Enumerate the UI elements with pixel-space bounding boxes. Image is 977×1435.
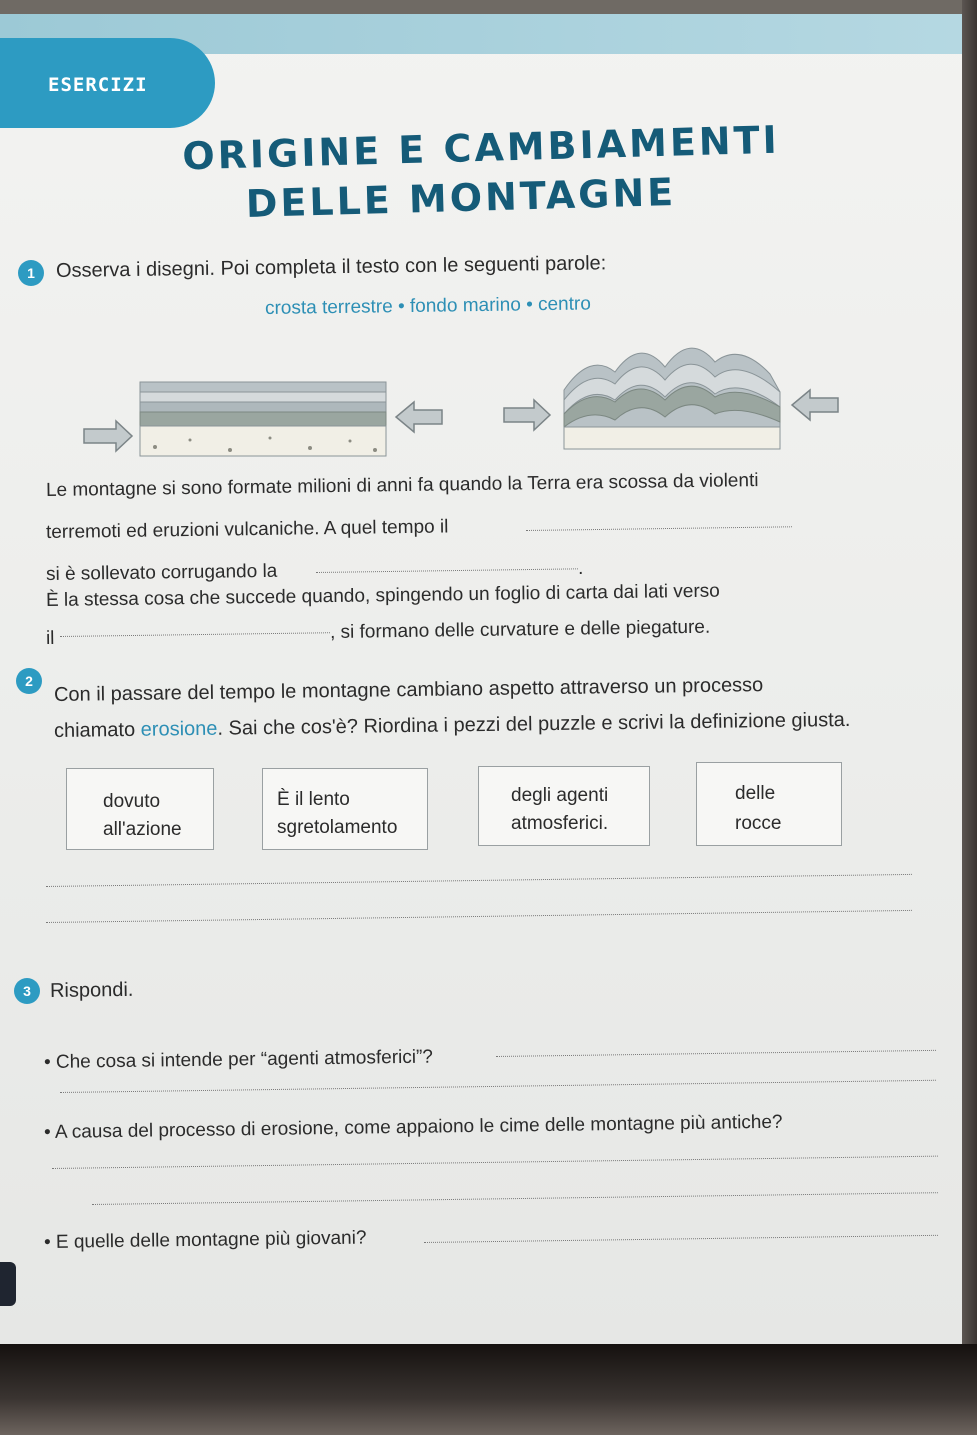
folded-layers-drawing bbox=[564, 348, 780, 449]
ex2-text-line2-end: . Sai che cos'è? Riordina i pezzi del puzzle e scrivi la definizione giusta. bbox=[217, 708, 851, 740]
word-bank: crosta terrestre • fondo marino • centro bbox=[264, 293, 591, 319]
section-tab-label: ESERCIZI bbox=[48, 74, 148, 96]
ex2-text-line2 bbox=[54, 709, 851, 743]
ex2-text-line1: Con il passare del tempo le montagne cambiano aspetto attraverso un processo bbox=[53, 674, 764, 706]
puzzle-piece-2-line2: sgretolamento bbox=[277, 817, 398, 838]
ex1-text-line1: Le montagne si sono formate milioni di anni fa quando la Terra era scossa da violenti bbox=[45, 470, 759, 501]
puzzle-piece-4-line2: rocce bbox=[735, 813, 782, 834]
exercise-3-number: 3 bbox=[14, 978, 40, 1004]
answer-line-q1-a[interactable] bbox=[496, 1050, 936, 1057]
puzzle-piece-2[interactable] bbox=[262, 768, 428, 850]
blank-centro[interactable] bbox=[60, 632, 330, 637]
puzzle-piece-2-line1: È il lento bbox=[277, 789, 350, 810]
answer-line-q2-b[interactable] bbox=[92, 1192, 938, 1205]
page-title-line2: DELLE MONTAGNE bbox=[245, 170, 677, 226]
bookmark-tab bbox=[0, 1262, 16, 1306]
ex1-text-line3: si è sollevato corrugando la bbox=[45, 560, 278, 585]
puzzle-piece-1-line1: dovuto bbox=[103, 791, 161, 812]
puzzle-piece-4[interactable] bbox=[696, 762, 842, 846]
ex3-question-3: • E quelle delle montagne più giovani? bbox=[43, 1227, 367, 1253]
exercise-2-number: 2 bbox=[16, 668, 42, 694]
page-right-edge bbox=[962, 0, 977, 1344]
ex3-question-1: • Che cosa si intende per “agenti atmosferici”? bbox=[43, 1046, 434, 1073]
answer-line-q1-b[interactable] bbox=[60, 1080, 936, 1093]
exercise-1-number: 1 bbox=[18, 260, 44, 286]
answer-line-q3[interactable] bbox=[424, 1235, 938, 1243]
puzzle-piece-1-line2: all'azione bbox=[103, 819, 182, 840]
page-title-line1: ORIGINE E CAMBIAMENTI bbox=[181, 117, 781, 179]
ex1-text-line5-start: il bbox=[45, 627, 55, 649]
ex1-text-line4: È la stessa cosa che succede quando, spingendo un foglio di carta dai lati verso bbox=[45, 580, 720, 611]
exercise-1-instruction: Osserva i disegni. Poi completa il testo con le seguenti parole: bbox=[55, 252, 607, 282]
puzzle-piece-3-line1: degli agenti bbox=[511, 785, 609, 806]
rock-layers-illustration bbox=[80, 332, 850, 472]
blank-crosta-terrestre[interactable] bbox=[316, 568, 578, 573]
blank-fondo-marino[interactable] bbox=[526, 526, 792, 531]
answer-line-ex2-1[interactable] bbox=[46, 874, 912, 887]
photo-top-edge bbox=[0, 0, 977, 14]
ex1-text-line5: , si formano delle curvature e delle piegature. bbox=[329, 616, 711, 643]
erosione-term: erosione bbox=[140, 717, 218, 741]
answer-line-ex2-2[interactable] bbox=[46, 910, 912, 923]
ex1-text-line2: terremoti ed eruzioni vulcaniche. A quel tempo il bbox=[45, 516, 449, 543]
ex3-title: Rispondi. bbox=[49, 978, 134, 1002]
flat-layers-drawing bbox=[140, 382, 386, 456]
answer-line-q2-a[interactable] bbox=[52, 1156, 938, 1169]
push-arrow-left-2 bbox=[504, 400, 550, 430]
workbook-page bbox=[0, 14, 962, 1344]
push-arrow-right-2 bbox=[792, 390, 838, 420]
puzzle-piece-3-line2: atmosferici. bbox=[511, 813, 609, 834]
puzzle-piece-3[interactable] bbox=[478, 766, 650, 846]
ex3-question-2: • A causa del processo di erosione, come appaiono le cime delle montagne più antiche? bbox=[43, 1111, 783, 1143]
photo-bottom-background bbox=[0, 1344, 977, 1435]
push-arrow-right-1 bbox=[396, 402, 442, 432]
ex1-text-line3-end: . bbox=[577, 557, 584, 579]
push-arrow-left-1 bbox=[84, 421, 132, 451]
puzzle-piece-4-line1: delle bbox=[735, 783, 776, 804]
ex2-text-line2-start: chiamato bbox=[53, 718, 141, 742]
puzzle-piece-1[interactable] bbox=[66, 768, 214, 850]
